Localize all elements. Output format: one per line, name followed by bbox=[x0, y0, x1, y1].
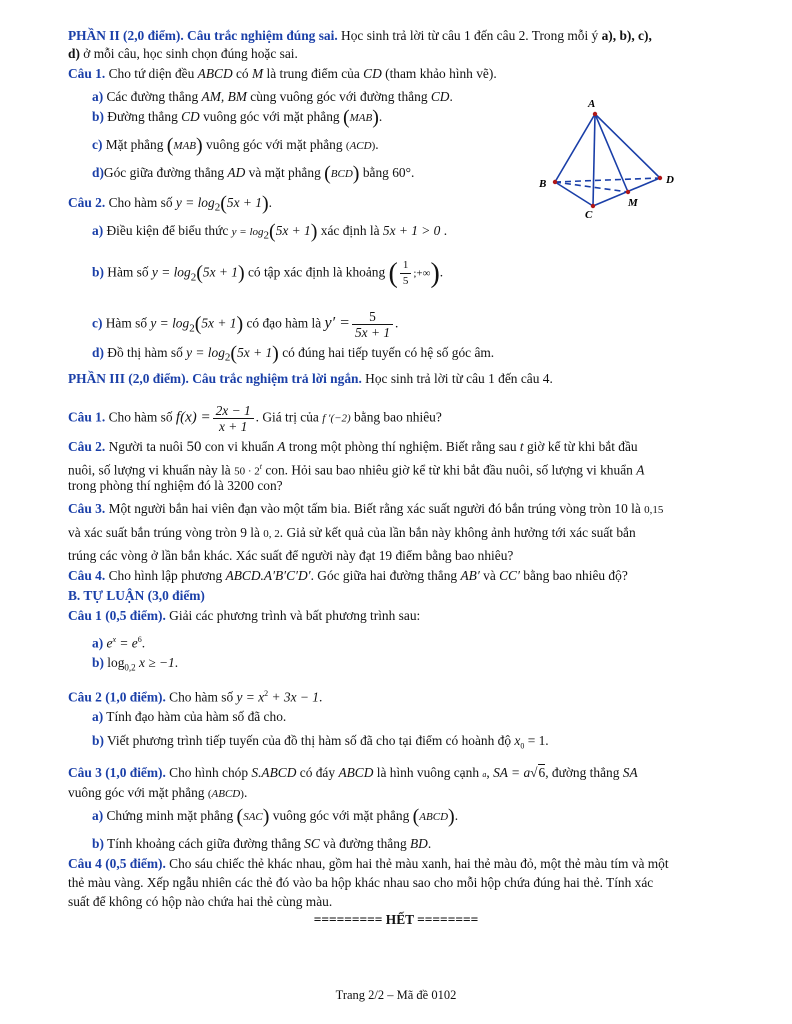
text: Mặt phẳng bbox=[102, 137, 167, 152]
math-var: ABCD bbox=[338, 765, 374, 780]
part2-heading-line bbox=[68, 27, 652, 44]
partB-q2-a bbox=[92, 708, 286, 725]
question-label: Câu 1. bbox=[68, 66, 106, 81]
text: xác định là bbox=[317, 223, 383, 238]
math-var: e bbox=[106, 635, 113, 651]
text: có đúng hai tiếp tuyến có hệ số góc âm. bbox=[278, 345, 495, 360]
option-label: b) bbox=[92, 655, 104, 670]
end-marker: ========= HẾT ======== bbox=[313, 912, 479, 927]
part3-heading-line bbox=[68, 370, 553, 387]
math-var: S.ABCD bbox=[251, 765, 297, 780]
text: có đạo hàm là bbox=[243, 315, 325, 331]
part3-q2-line3 bbox=[68, 477, 283, 494]
math-var: 5x + 1 bbox=[201, 315, 237, 331]
math-var: 3200 bbox=[227, 478, 254, 493]
point-d bbox=[658, 176, 662, 180]
math-var: + 3x − 1 bbox=[268, 689, 319, 705]
text: vuông góc với mặt phẳng bbox=[202, 137, 346, 152]
part2-q2-stem: Câu 2. Cho hàm số $y = \log_2(5x + 1)$. bbox=[68, 192, 272, 215]
math-var: BCD bbox=[330, 168, 353, 180]
question-label: Câu 3 (1,0 điểm). bbox=[68, 765, 166, 780]
part3-heading: PHẦN III (2,0 điểm). Câu trắc nghiệm trả lời ngắn. bbox=[68, 371, 362, 386]
text: . Góc giữa hai đường thẳng bbox=[310, 568, 461, 583]
math-var: ABCD.A′B′C′D′ bbox=[225, 568, 311, 583]
text: Đường thẳng bbox=[103, 109, 182, 124]
math-var: 5x + 1 bbox=[226, 195, 262, 210]
math-var: 5x + 1 bbox=[275, 223, 311, 238]
label-m: M bbox=[628, 197, 638, 209]
label-c: C bbox=[585, 209, 593, 221]
text: có tập xác định là khoảng bbox=[244, 264, 389, 280]
math-var: CD bbox=[430, 89, 450, 104]
text: Cho hàm số bbox=[165, 689, 237, 705]
partB-q3-a: a) Chứng minh mặt phẳng (SAC) vuông góc với mặt phẳng (ABCD). bbox=[92, 805, 459, 828]
math-var: a bbox=[482, 770, 487, 779]
text: bằng bao nhiêu độ? bbox=[519, 568, 628, 583]
fraction bbox=[352, 309, 393, 340]
text: con? bbox=[253, 478, 283, 493]
text: và đường thẳng bbox=[319, 836, 410, 851]
text: Viết phương trình tiếp tuyến của đồ thị hàm số đã cho tại điểm có hoành độ bbox=[103, 733, 515, 748]
math-sup: x bbox=[112, 635, 117, 644]
math-func: y = log bbox=[150, 315, 190, 331]
text: con. Hỏi sau bao nhiêu giờ kể từ khi bắt đầu nuôi, số lượng vi khuẩn bbox=[262, 462, 637, 478]
figure-edges bbox=[555, 114, 660, 206]
text: (tham khảo hình vẽ). bbox=[381, 66, 497, 81]
frac-den: 5x + 1 bbox=[354, 325, 391, 340]
text: trong phòng thí nghiệm đó là bbox=[68, 478, 228, 493]
math-sup: t bbox=[259, 462, 262, 471]
text: . Giá trị của bbox=[255, 409, 323, 425]
text: và xác suất bắn trúng vòng tròn bbox=[68, 525, 241, 540]
point-a bbox=[593, 112, 597, 116]
part2-intro: Học sinh trả lời từ câu 1 đến câu 2. Trong mỗi ý bbox=[337, 28, 602, 43]
math-sup: 2 bbox=[264, 689, 269, 698]
partB-q4-line3: suất để không có hộp nào chứa hai thẻ cùng màu. bbox=[68, 894, 333, 909]
option-label: a) bbox=[92, 89, 104, 104]
math-sup: 6 bbox=[137, 635, 142, 644]
question-label: Câu 3. bbox=[68, 501, 106, 516]
math-var: 0, 2 bbox=[263, 528, 280, 540]
text: và mặt phẳng bbox=[245, 165, 325, 180]
partB-q1-a: a) $e^x = e^6$. bbox=[92, 635, 146, 651]
tetrahedron-figure bbox=[535, 94, 685, 224]
fraction bbox=[213, 403, 254, 434]
math-var: AB′ bbox=[460, 568, 480, 583]
text: cùng vuông góc với đường thẳng bbox=[246, 89, 431, 104]
math-var: 50 bbox=[186, 439, 202, 455]
text: là bbox=[627, 501, 645, 516]
math-var: 50 · 2 bbox=[234, 465, 260, 478]
text: điểm bằng bao nhiêu? bbox=[392, 548, 514, 563]
text: nuôi, số lượng vi khuẩn này là bbox=[68, 462, 235, 478]
text: . Giả sử kết quả của lần bắn này không ảnh hưởng tới xác suất bắn bbox=[279, 525, 636, 540]
math-func: f(x) = bbox=[175, 409, 211, 426]
math-sub: 2 bbox=[214, 201, 221, 214]
partB-heading: B. TỰ LUẬN (3,0 điểm) bbox=[68, 588, 205, 603]
option-label: a) bbox=[92, 635, 104, 651]
partB-q2-b: b) Viết phương trình tiếp tuyến của đồ thị hàm số đã cho tại điểm có hoành độ $x_0 = 1$. bbox=[92, 733, 549, 751]
math-var: 60° bbox=[392, 165, 411, 180]
text: , đường thẳng bbox=[545, 765, 623, 780]
option-label: d) bbox=[92, 345, 104, 360]
edge-bm bbox=[555, 182, 628, 192]
text: Cho sáu chiếc thẻ khác nhau, gồm hai thẻ màu xanh, hai thẻ màu đỏ, một thẻ màu tím và một bbox=[165, 856, 669, 871]
point-b bbox=[553, 180, 557, 184]
math-sub: 0 bbox=[520, 741, 525, 751]
part3-q2-line1 bbox=[68, 438, 638, 456]
option-label: a) bbox=[92, 808, 104, 823]
math-var: 0,15 bbox=[644, 504, 664, 516]
text: Cho hàm số bbox=[105, 195, 176, 210]
math-func: log bbox=[107, 655, 125, 670]
math-var: x ≥ −1 bbox=[135, 655, 175, 670]
label-b: B bbox=[539, 178, 547, 190]
math-var: BD bbox=[410, 836, 428, 851]
math-var: 9 bbox=[240, 525, 247, 540]
text: là trung điểm của bbox=[263, 66, 364, 81]
math-var: M bbox=[251, 66, 264, 81]
math-var: MAB bbox=[173, 140, 197, 152]
text: Tính khoảng cách giữa đường thẳng bbox=[103, 836, 305, 851]
partB-q3-line1: Câu 3 (1,0 điểm). Cho hình chóp S.ABCD có đáy ABCD là hình vuông cạnh a, SA = a√6, đường thẳng SA bbox=[68, 765, 638, 780]
option-label: b) bbox=[92, 836, 104, 851]
math-var: = e bbox=[116, 635, 138, 651]
text: Người ta nuôi bbox=[105, 439, 187, 454]
text: có bbox=[232, 66, 252, 81]
question-label: Câu 2. bbox=[68, 439, 106, 454]
question-label: Câu 2 (1,0 điểm). bbox=[68, 689, 166, 705]
text: bằng bao nhiêu? bbox=[350, 409, 442, 425]
part2-intro-options: a), b), c), bbox=[601, 28, 652, 43]
option-label: a) bbox=[92, 223, 104, 238]
edge-ab bbox=[555, 114, 595, 182]
text: vuông góc với mặt phẳng bbox=[68, 785, 208, 800]
partB-q1-b: b) $\log_{0,2} x \ge -1$. bbox=[92, 655, 179, 673]
text: Giải các phương trình và bất phương trình sau: bbox=[165, 608, 421, 623]
text: vuông góc với mặt phẳng bbox=[269, 808, 413, 823]
math-func: y = log bbox=[186, 345, 225, 360]
frac-den: 5 bbox=[402, 275, 409, 287]
math-var: f ′(−2) bbox=[322, 412, 351, 425]
text: Cho hàm số bbox=[105, 409, 176, 425]
math-var: y′ = bbox=[324, 314, 350, 332]
text: trong một phòng thí nghiệm. Biết rằng sau bbox=[285, 439, 520, 454]
part2-q1-stem bbox=[68, 65, 497, 82]
text: Điều kiện để biểu thức bbox=[103, 223, 232, 238]
math-var: SA = a bbox=[493, 765, 531, 780]
math-var: ABCD bbox=[419, 811, 449, 823]
math-var: A bbox=[277, 439, 286, 454]
point-c bbox=[591, 204, 595, 208]
text: có đáy bbox=[296, 765, 339, 780]
math-var: ABCD bbox=[211, 788, 241, 800]
partB-q1 bbox=[68, 607, 420, 624]
text: vuông góc với mặt phẳng bbox=[199, 109, 343, 124]
math-var: AD bbox=[227, 165, 246, 180]
part3-q3-line2 bbox=[68, 524, 636, 543]
label-a: A bbox=[588, 98, 596, 110]
text: và bbox=[479, 568, 500, 583]
math-func: y = log bbox=[151, 264, 191, 280]
part3-q3-line3 bbox=[68, 547, 513, 564]
option-label: c) bbox=[92, 137, 103, 152]
math-var: AM, BM bbox=[201, 89, 247, 104]
frac-num: 1 bbox=[400, 258, 412, 274]
text: Cho hình chóp bbox=[165, 765, 252, 780]
part2-q1-option-a: a) Các đường thẳng AM, BM cùng vuông góc với đường thẳng CD. bbox=[92, 89, 453, 104]
part2-q2-option-d: d) Đồ thị hàm số $y = \log_2(5x + 1)$ có đúng hai tiếp tuyến có hệ số góc âm. bbox=[92, 342, 495, 365]
math-var: ACD bbox=[349, 140, 372, 152]
frac-num: 5 bbox=[352, 309, 393, 325]
text: trúng các vòng ở lần bắn khác. Xác suất để người này đạt bbox=[68, 548, 379, 563]
partB-q3-line2: vuông góc với mặt phẳng (ABCD). bbox=[68, 785, 248, 800]
text: Góc giữa đường thẳng bbox=[103, 165, 228, 180]
edge-ac bbox=[593, 114, 595, 206]
part3-q1 bbox=[68, 403, 442, 434]
page-footer: Trang 2/2 – Mã đề 0102 bbox=[335, 988, 457, 1002]
text: là hình vuông cạnh bbox=[373, 765, 483, 780]
part2-intro-d: d) bbox=[68, 46, 80, 61]
part2-q1-option-b: b) Đường thẳng CD vuông góc với mặt phẳng (MAB). bbox=[92, 106, 383, 129]
label-d: D bbox=[666, 174, 674, 186]
partB-q4-line2: thẻ màu vàng. Xếp ngẫu nhiên các thẻ đó vào ba hộp khác nhau sao cho mỗi hộp chứa đúng hai thẻ. Tính xác bbox=[68, 875, 654, 890]
text: Cho hình lập phương bbox=[105, 568, 226, 583]
math-var: ;+∞ bbox=[413, 267, 431, 280]
math-var: SA bbox=[622, 765, 638, 780]
part3-q3-line1 bbox=[68, 500, 663, 519]
math-var: A bbox=[636, 462, 645, 478]
part2-q1-option-d: d)Góc giữa đường thẳng AD và mặt phẳng (BCD) bằng 60°. bbox=[92, 162, 415, 185]
option-label: b) bbox=[92, 109, 104, 124]
option-label: a) bbox=[92, 709, 104, 724]
part2-q2-option-a: a) Điều kiện để biểu thức $y = \log_2(5x + 1)$ xác định là 5x + 1 > 0 . bbox=[92, 220, 448, 243]
part2-heading: PHẦN II (2,0 điểm). Câu trắc nghiệm đúng sai. bbox=[68, 28, 338, 43]
text: bằng bbox=[359, 165, 393, 180]
text: Tính đạo hàm của hàm số đã cho. bbox=[103, 709, 287, 724]
part2-intro-line2-text: ở mỗi câu, học sinh chọn đúng hoặc sai. bbox=[79, 46, 298, 61]
text: con vi khuẩn bbox=[201, 439, 278, 454]
edge-bc bbox=[555, 182, 593, 206]
fraction bbox=[400, 258, 412, 289]
text: là bbox=[246, 525, 264, 540]
question-label: Câu 1. bbox=[68, 409, 106, 425]
math-func: y = log bbox=[175, 195, 215, 210]
question-label: Câu 4. bbox=[68, 568, 106, 583]
math-var: ABCD bbox=[197, 66, 233, 81]
math-func: y = x bbox=[236, 689, 265, 705]
question-label: Câu 4 (0,5 điểm). bbox=[68, 856, 166, 871]
math-var: 10 bbox=[614, 501, 628, 516]
question-label: Câu 1 (0,5 điểm). bbox=[68, 608, 166, 623]
option-label: b) bbox=[92, 733, 104, 748]
text: Chứng minh mặt phẳng bbox=[103, 808, 237, 823]
text: Hàm số bbox=[102, 315, 151, 331]
partB-q2: Câu 2 (1,0 điểm). Cho hàm số $y = x^2 + 3x - 1$. bbox=[68, 689, 323, 705]
frac-num: 2x − 1 bbox=[213, 403, 254, 419]
edge-bd bbox=[555, 178, 660, 182]
text: Cho tứ diện đều bbox=[105, 66, 198, 81]
text: giờ kể từ khi bắt đầu bbox=[523, 439, 638, 454]
part2-q1-option-c: c) Mặt phẳng (MAB) vuông góc với mặt phẳng (ACD). bbox=[92, 134, 379, 157]
math-var: 5x + 1 bbox=[202, 264, 238, 280]
frac-den: x + 1 bbox=[218, 419, 248, 434]
question-label: Câu 2. bbox=[68, 195, 106, 210]
math-var: 5x + 1 > 0 bbox=[382, 223, 441, 238]
option-label: d) bbox=[92, 165, 104, 180]
math-sub: 2 bbox=[263, 229, 270, 242]
part2-intro-line2 bbox=[68, 45, 298, 62]
option-label: c) bbox=[92, 315, 103, 331]
text: Học sinh trả lời từ câu 1 đến câu 4. bbox=[361, 371, 553, 386]
option-label: b) bbox=[92, 264, 104, 280]
partB-q4-line1 bbox=[68, 855, 669, 872]
text: Một người bắn hai viên đạn vào một tấm bia. Biết rằng xác suất người đó bắn trúng vòng tròn bbox=[105, 501, 615, 516]
math-var: CD bbox=[181, 109, 200, 124]
text: Các đường thẳng bbox=[103, 89, 202, 104]
math-var: MAB bbox=[349, 112, 373, 124]
part2-q2-option-c: c) Hàm số $y = \log_2(5x + 1)$ có đạo hàm là y′ = $\frac{5}{5x + 1}$ . bbox=[92, 309, 399, 340]
math-var: = 1 bbox=[524, 733, 546, 748]
part3-q4 bbox=[68, 567, 628, 584]
math-var: 5x + 1 bbox=[237, 345, 273, 360]
text: Hàm số bbox=[103, 264, 152, 280]
math-var: SC bbox=[304, 836, 320, 851]
math-var: CD bbox=[363, 66, 382, 81]
edge-ad bbox=[595, 114, 660, 178]
point-m bbox=[626, 190, 630, 194]
math-var: SAC bbox=[243, 811, 263, 823]
part2-q2-option-b: b) Hàm số $y = \log_2(5x + 1)$ có tập xác định là khoảng ( $\frac{1}{5}$ ;+∞). bbox=[92, 258, 444, 289]
math-func: y = log bbox=[231, 226, 264, 238]
math-sub: 2 bbox=[190, 271, 197, 284]
math-var: x bbox=[514, 733, 521, 748]
math-sqrt: 6 bbox=[538, 765, 546, 780]
math-var: CC′ bbox=[499, 568, 520, 583]
math-sub: 2 bbox=[189, 322, 195, 335]
text: Đồ thị hàm số bbox=[103, 345, 187, 360]
math-sub: 2 bbox=[224, 351, 231, 364]
partB-q3-b: b) Tính khoảng cách giữa đường thẳng SC và đường thẳng BD. bbox=[92, 836, 432, 851]
math-var: 19 bbox=[378, 548, 393, 563]
math-var: t bbox=[519, 439, 524, 454]
math-sub: 0,2 bbox=[124, 662, 136, 673]
